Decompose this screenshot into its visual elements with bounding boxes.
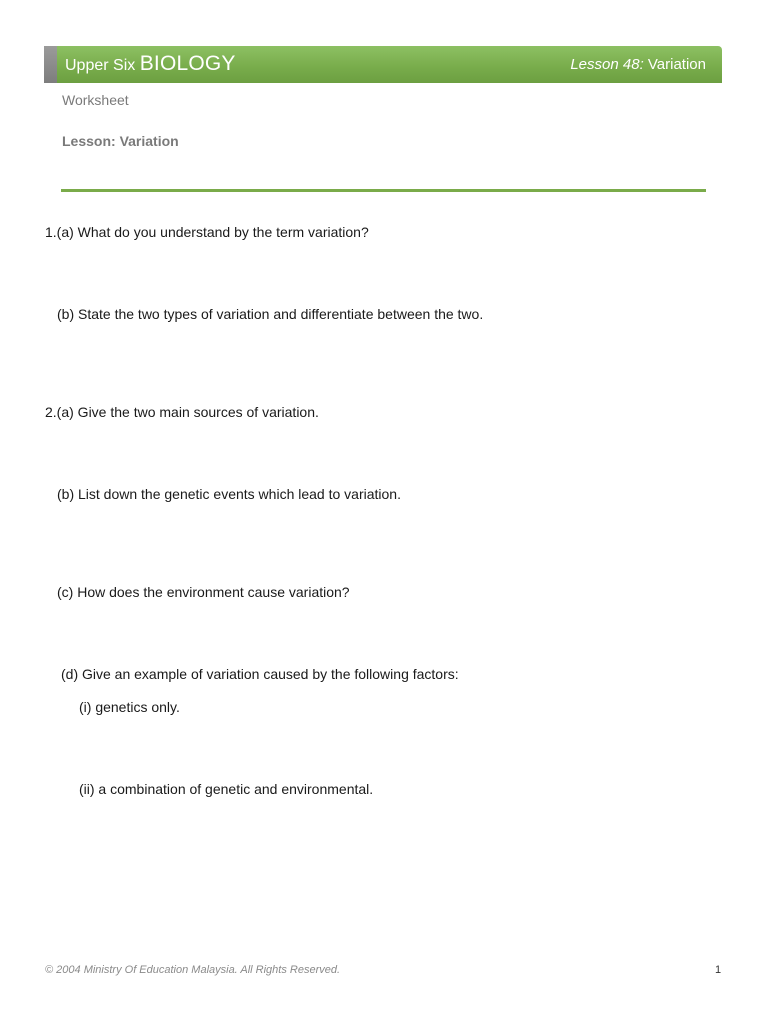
header-bar: [44, 46, 722, 83]
question-2b: (b) List down the genetic events which lead to variation.: [57, 486, 401, 502]
section-divider: [61, 189, 706, 192]
question-1a: 1.(a) What do you understand by the term variation?: [45, 224, 369, 240]
header-lesson: [570, 56, 706, 73]
footer-copyright: © 2004 Ministry Of Education Malaysia. All Rights Reserved.: [45, 964, 341, 976]
header-lesson-name: Variation: [643, 56, 706, 73]
document-type: Worksheet: [62, 92, 129, 108]
header-accent-tab: [44, 46, 57, 83]
lesson-title: Lesson: Variation: [62, 133, 179, 149]
page-number: 1: [715, 964, 722, 976]
question-2d-ii: (ii) a combination of genetic and environmental.: [79, 781, 374, 797]
header-lesson-number: Lesson 48:: [570, 56, 644, 73]
question-2a: 2.(a) Give the two main sources of variation.: [45, 404, 319, 420]
question-2c: (c) How does the environment cause variation?: [57, 584, 350, 600]
question-2d-i: (i) genetics only.: [79, 699, 180, 715]
header-title: [65, 52, 236, 76]
question-1b: (b) State the two types of variation and differentiate between the two.: [57, 306, 484, 322]
header-title-subject: BIOLOGY: [139, 52, 236, 75]
question-2d: (d) Give an example of variation caused by the following factors:: [61, 666, 459, 682]
header-title-prefix: Upper Six: [65, 57, 140, 74]
